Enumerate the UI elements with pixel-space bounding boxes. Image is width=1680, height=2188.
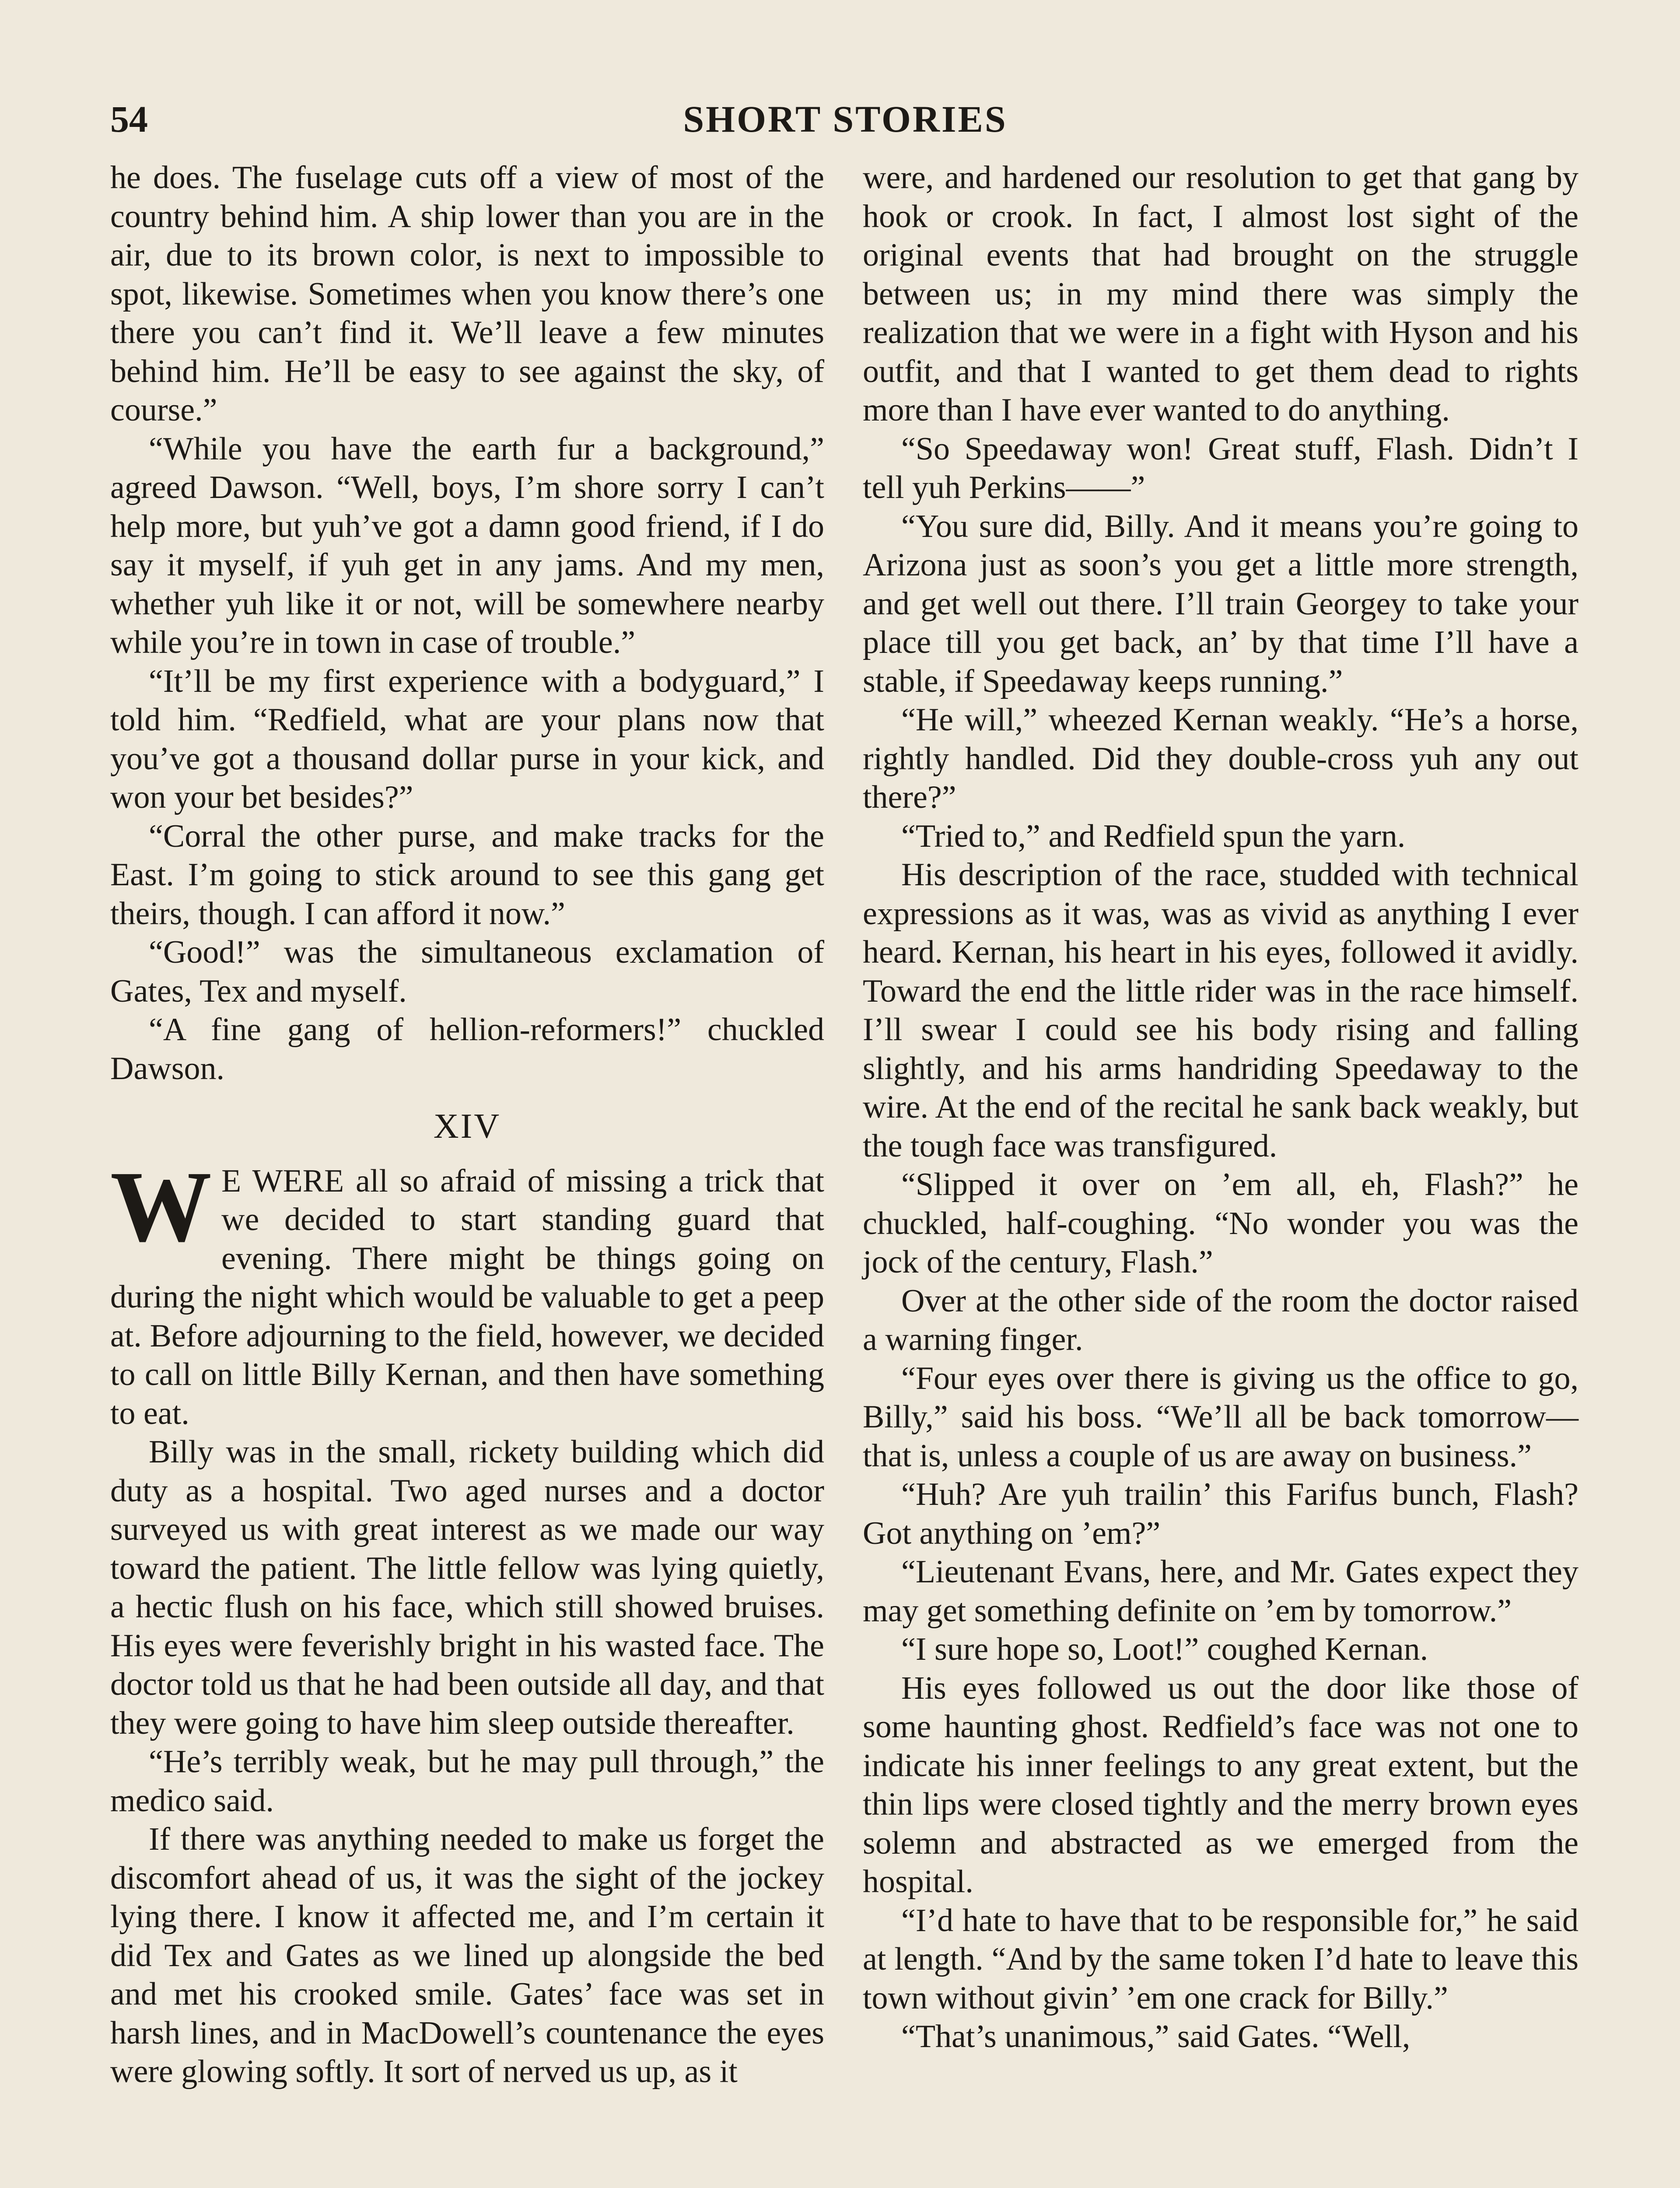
paragraph: “Lieutenant Evans, here, and Mr. Gates expect they may get something definite on ’em by tomorrow.” [863, 1554, 1578, 1629]
paragraph: Billy was in the small, rickety building which did duty as a hospital. Two aged nurses and a doctor surveyed us with great interest as we made our way toward the patient. The little fellow was lying quietly, a hectic flush on his face, which still showed bruises. His eyes were feverishly bright in his wasted face. The doctor told us that he had been outside all day, and that they were going to have him sleep outside thereafter. [110, 1434, 824, 1741]
paragraph: “I sure hope so, Loot!” coughed Kernan. [901, 1631, 1428, 1667]
running-head: SHORT STORIES [683, 98, 1008, 140]
paragraph: “He’s terribly weak, but he may pull through,” the medico said. [110, 1744, 824, 1819]
paragraph: Over at the other side of the room the doctor raised a warning finger. [863, 1283, 1578, 1357]
paragraph: “Four eyes over there is giving us the office to go, Billy,” said his boss. “We’ll all be back tomorrow—that is, unless a couple of us are away on business.” [863, 1360, 1578, 1474]
right-column [863, 158, 1578, 2056]
paragraph: “So Speedaway won! Great stuff, Flash. Didn’t I tell yuh Perkins——” [863, 431, 1578, 505]
paragraph: “It’ll be my first experience with a bodyguard,” I told him. “Redfield, what are your plans now that you’ve got a thousand dollar purse in your kick, and won your bet besides?” [110, 663, 824, 815]
paragraph: “Tried to,” and Redfield spun the yarn. [901, 818, 1406, 854]
paragraph: “You sure did, Billy. And it means you’re going to Arizona just as soon’s you get a little more strength, and get well out there. I’ll train Georgey to take your place till you get back, an’ by that time I’ll have a stable, if Speedaway keeps running.” [863, 508, 1578, 699]
paragraph-text: E WERE all so afraid of missing a trick that we decided to start standing guard that evening. There might be things going on during the night which would be valuable to get a peep at. Before adjourning to the field, however, we decided to call on little Billy Kernan, and then have something to eat. [110, 1163, 824, 1431]
left-column [110, 158, 824, 2091]
paragraph: “Huh? Are yuh trailin’ this Farifus bunch, Flash? Got anything on ’em?” [863, 1476, 1578, 1551]
chapter-heading: XIV [433, 1107, 501, 1146]
paragraph: “Corral the other purse, and make tracks for the East. I’m going to stick around to see this gang get theirs, though. I can afford it now.” [110, 818, 824, 932]
paragraph-with-drop-cap [110, 1150, 824, 1433]
paragraph: “He will,” wheezed Kernan weakly. “He’s a horse, rightly handled. Did they double-cross yuh any out there?” [863, 702, 1578, 815]
page-number: 54 [110, 98, 148, 140]
paragraph: he does. The fuselage cuts off a view of most of the country behind him. A ship lower than you are in the air, due to its brown color, is next to impossible to spot, likewise. Sometimes when you know there’s one there you can’t find it. We’ll leave a few minutes behind him. He’ll be easy to see against the sky, of course.” [110, 160, 824, 428]
paragraph: were, and hardened our resolution to get that gang by hook or crook. In fact, I almost lost sight of the original events that had brought on the struggle between us; in my mind there was simply the realization that we were in a fight with Hyson and his outfit, and that I wanted to get them dead to rights more than I have ever wanted to do anything. [863, 160, 1578, 428]
paragraph: “Good!” was the simultaneous exclamation of Gates, Tex and myself. [110, 934, 824, 1009]
paragraph: “A fine gang of hellion-reformers!” chuckled Dawson. [110, 1012, 824, 1087]
paragraph: “Slipped it over on ’em all, eh, Flash?” he chuckled, half-coughing. “No wonder you was the jock of the century, Flash.” [863, 1167, 1578, 1280]
drop-cap: W [110, 1150, 212, 1263]
paragraph: “While you have the earth fur a background,” agreed Dawson. “Well, boys, I’m shore sorry I can’t help more, but yuh’ve got a damn good friend, if I do say it myself, if yuh get in any jams. And my men, whether yuh like it or not, will be somewhere nearby while you’re in town in case of trouble.” [110, 431, 824, 660]
paragraph: “That’s unanimous,” said Gates. “Well, [901, 2019, 1410, 2055]
page-header [110, 97, 1580, 145]
paragraph: His eyes followed us out the door like those of some haunting ghost. Redfield’s face was not one to indicate his inner feelings to any great extent, but the thin lips were closed tightly and the merry brown eyes solemn and abstracted as we emerged from the hospital. [863, 1670, 1578, 1900]
paragraph: His description of the race, studded with technical expressions as it was, was as vivid as anything I ever heard. Kernan, his heart in his eyes, followed it avidly. Toward the end the little rider was in the race himself. I’ll swear I could see his body rising and falling slightly, and his arms handriding Speedaway to the wire. At the end of the recital he sank back weakly, but the tough face was transfigured. [863, 857, 1578, 1164]
paragraph: If there was anything needed to make us forget the discomfort ahead of us, it was the sight of the jockey lying there. I know it affected me, and I’m certain it did Tex and Gates as we lined up alongside the bed and met his crooked smile. Gates’ face was set in harsh lines, and in MacDowell’s countenance the eyes were glowing softly. It sort of nerved us up, as it [110, 1821, 824, 2090]
paragraph: “I’d hate to have that to be responsible for,” he said at length. “And by the same token I’d hate to leave this town without givin’ ’em one crack for Billy.” [863, 1902, 1578, 2016]
